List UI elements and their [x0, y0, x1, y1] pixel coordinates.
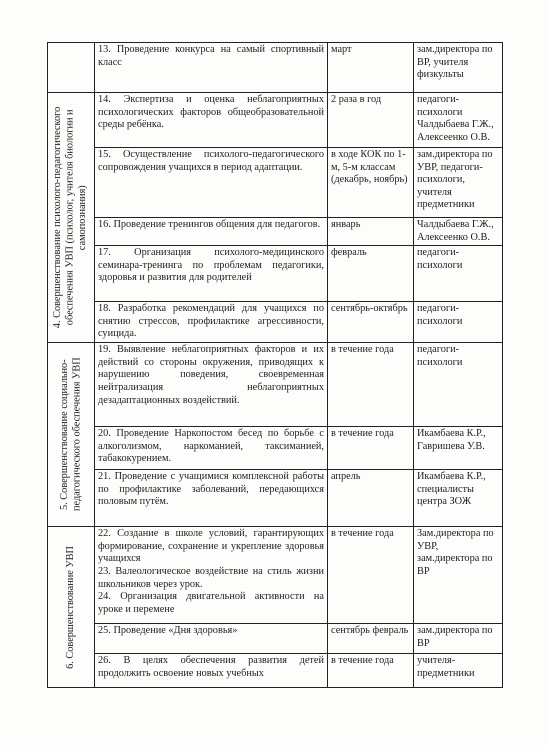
- responsible-cell: педагоги-психологи: [414, 246, 503, 302]
- responsible-cell: зам.директора по УВР, педагоги-психологи, учителя предметники: [414, 148, 503, 218]
- activity-item: [98, 471, 324, 509]
- item-text: Организация двигательной активности на уроке и перемене: [98, 591, 324, 615]
- section-cell: [48, 527, 95, 688]
- activity-cell: [95, 246, 328, 302]
- responsible-cell: зам.директора по ВР: [414, 624, 503, 654]
- activity-item: [98, 303, 324, 341]
- section-cell: [48, 343, 95, 527]
- activity-cell: [95, 527, 328, 624]
- item-number: 25.: [98, 625, 111, 637]
- item-number: 22.: [98, 528, 111, 540]
- responsible-cell: Икамбаева К.Р., Гавришева У.В.: [414, 427, 503, 470]
- responsible-cell: педагоги-психологи: [414, 343, 503, 427]
- table-row: [48, 624, 503, 654]
- term-cell: в течение года: [328, 527, 414, 624]
- term-cell: февраль: [328, 246, 414, 302]
- section-title: 5. Совершенствование социально-педагогического обеспечения УВП: [58, 357, 82, 512]
- table-row: [48, 148, 503, 218]
- item-text: Выявление неблагоприятных факторов и их действий со стороны окружения, приводящих к нарушению поведения, своевременная нейтрализация неблагоприятных дезадаптационных воздействий.: [98, 344, 324, 406]
- item-number: 23.: [98, 565, 111, 577]
- item-text: Проведение с учащимися комплексной работы по профилактике заболеваний, передающихся половым путём.: [98, 471, 324, 508]
- table-row: [48, 43, 503, 93]
- item-text: Создание в школе условий, гарантирующих формирование, сохранение и укрепление здоровья учащихся: [98, 528, 324, 565]
- term-cell: в течение года: [328, 427, 414, 470]
- table-row: [48, 302, 503, 343]
- term-cell: сентябрь февраль: [328, 624, 414, 654]
- item-number: 14.: [98, 94, 111, 105]
- activity-item: [98, 591, 324, 616]
- item-number: 16.: [98, 219, 111, 230]
- section-cell: [48, 93, 95, 343]
- item-number: 26.: [98, 655, 111, 667]
- activity-item: [98, 528, 324, 566]
- item-text: Проведение конкурса на самый спортивный класс: [98, 44, 324, 68]
- item-text: Экспертиза и оценка неблагоприятных психологических факторов общеобразовательной среды ребёнка.: [98, 94, 324, 131]
- item-text: Проведение Наркопостом бесед по борьбе с алкоголизмом, наркоманией, таксиманией, табакокурением.: [98, 428, 325, 465]
- table-row: [48, 343, 503, 427]
- activity-item: [98, 344, 324, 407]
- table-row: [48, 527, 503, 624]
- term-cell: в течение года: [328, 343, 414, 427]
- activity-cell: [95, 427, 328, 470]
- responsible-cell: учителя-предметники: [414, 654, 503, 688]
- activity-item: [98, 219, 324, 232]
- item-text: В целях обеспечения развития детей продолжить освоение новых учебных: [98, 655, 324, 679]
- responsible-cell: зам.директора по ВР, учителя физкульты: [414, 43, 503, 93]
- item-number: 15.: [98, 149, 111, 160]
- activity-cell: [95, 343, 328, 427]
- table-row: [48, 654, 503, 688]
- item-number: 18.: [98, 303, 111, 315]
- activity-item: [98, 428, 324, 466]
- activity-cell: [95, 302, 328, 343]
- table-row: [48, 246, 503, 302]
- activity-cell: [95, 43, 328, 93]
- activity-item: [98, 94, 324, 132]
- term-cell: в течение года: [328, 654, 414, 688]
- responsible-cell: Икамбаева К.Р., специалисты центра ЗОЖ: [414, 470, 503, 527]
- item-number: 20.: [98, 428, 111, 440]
- item-number: 24.: [98, 591, 111, 603]
- responsible-cell: Чалдыбаева Г.Ж., Алексеенко О.В.: [414, 218, 503, 246]
- table-row: [48, 427, 503, 470]
- item-text: Проведение «Дня здоровья»: [113, 625, 238, 637]
- table-row: [48, 470, 503, 527]
- responsible-cell: педагоги-психологи: [414, 302, 503, 343]
- activity-cell: [95, 624, 328, 654]
- activity-item: [98, 625, 324, 638]
- activity-item: [98, 44, 324, 69]
- activity-cell: [95, 470, 328, 527]
- term-cell: январь: [328, 218, 414, 246]
- item-text: Валеологическое воздействие на стиль жизни школьников через урок.: [98, 565, 324, 590]
- responsible-cell: педагоги-психологи Чалдыбаева Г.Ж., Алексеенко О.В.: [414, 93, 503, 148]
- section-title: 4. Совершенствование психолого-педагогического обеспечения УВП (психолог, учителя биологии и самопознания): [52, 106, 89, 329]
- item-text: Организация психолого-медицинского семинара-тренинга по проблемам педагогики, здоровья и развития для родителей: [98, 247, 324, 284]
- activity-item: [98, 247, 324, 285]
- activity-item: [98, 655, 324, 680]
- responsible-cell: Зам.директора по УВР, зам.директора по ВР: [414, 527, 503, 624]
- term-cell: сентябрь-октябрь: [328, 302, 414, 343]
- section-cell-empty: [48, 43, 95, 93]
- item-text: Осуществление психолого-педагогического сопровождения учащихся в период адаптации.: [98, 149, 325, 173]
- item-number: 13.: [98, 44, 111, 55]
- term-cell: март: [328, 43, 414, 93]
- item-number: 17.: [98, 247, 111, 259]
- activity-cell: [95, 93, 328, 148]
- table-row: [48, 93, 503, 148]
- term-cell: в ходе КОК по 1-м, 5-м классам (декабрь, ноябрь): [328, 148, 414, 218]
- item-text: Проведение тренингов общения для педагогов.: [113, 219, 321, 230]
- plan-table: [47, 42, 503, 688]
- activity-cell: [95, 148, 328, 218]
- term-cell: апрель: [328, 470, 414, 527]
- activity-item: [98, 149, 324, 174]
- item-number: 19.: [98, 344, 111, 356]
- table-row: [48, 218, 503, 246]
- item-text: Разработка рекомендаций для учащихся по снятию стрессов, профилактике агрессивности, суицида.: [98, 303, 324, 340]
- activity-cell: [95, 654, 328, 688]
- term-cell: 2 раза в год: [328, 93, 414, 148]
- activity-item: [98, 566, 324, 591]
- activity-cell: [95, 218, 328, 246]
- section-title: 6. Совершенствование УВП: [64, 545, 76, 669]
- item-number: 21.: [98, 471, 111, 483]
